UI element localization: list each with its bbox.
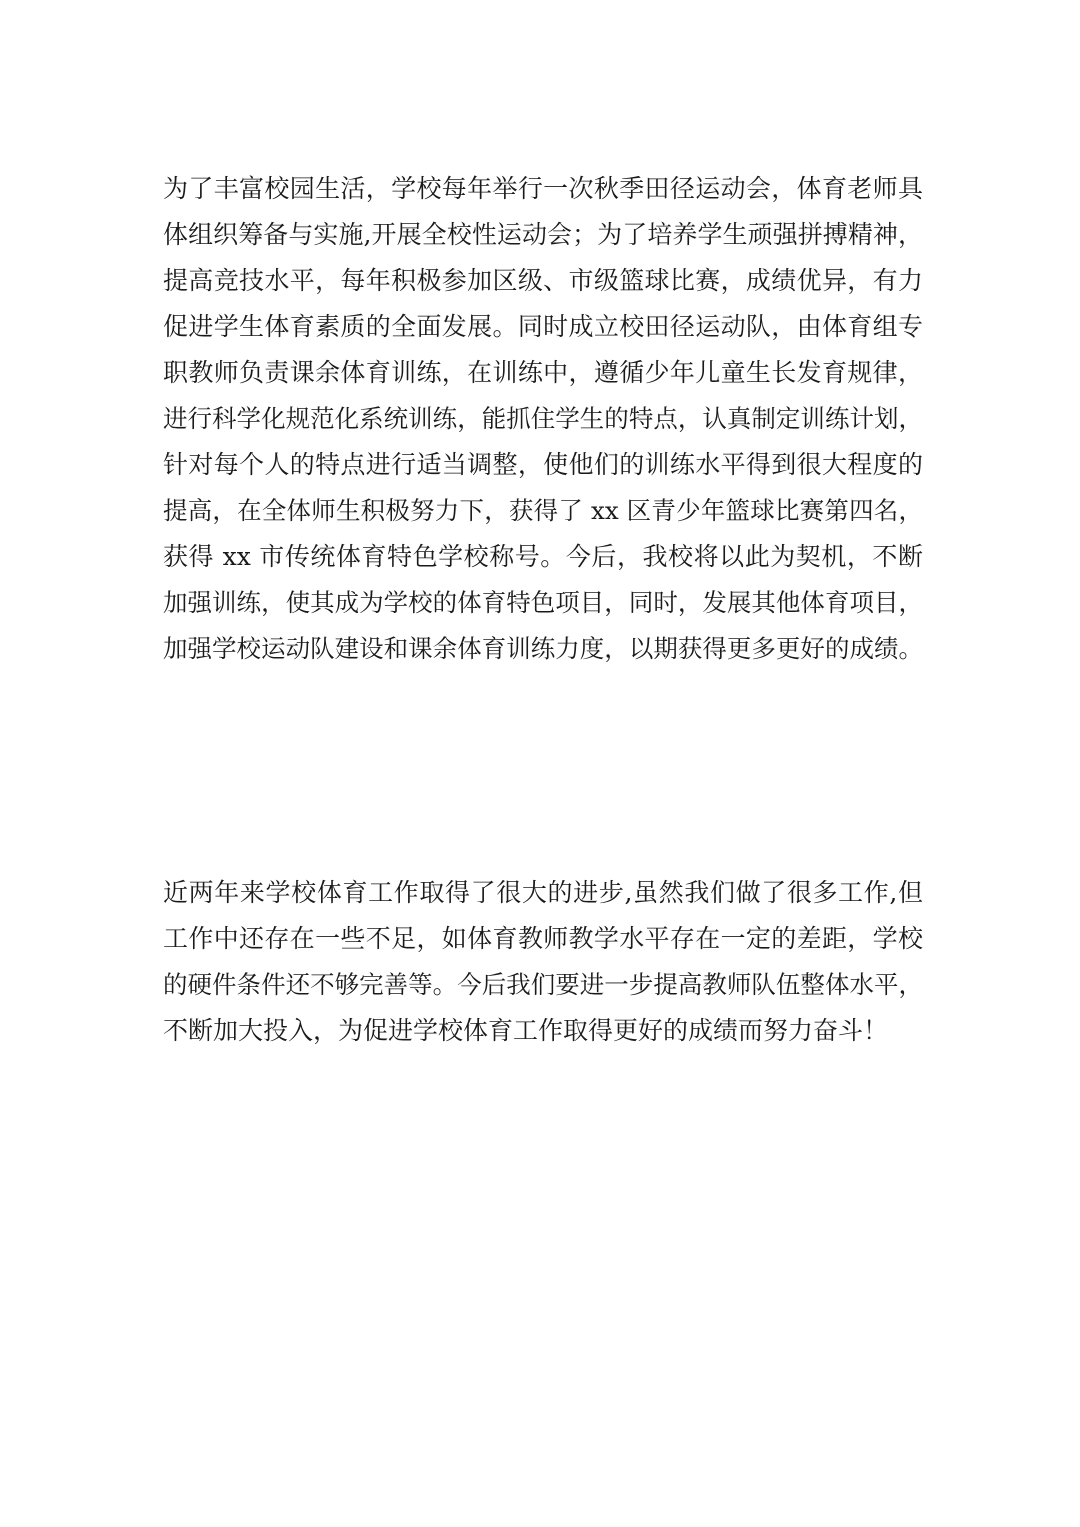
text-line: 体组织筹备与实施,开展全校性运动会；为了培养学生顽强拼搏精神， — [163, 220, 923, 249]
text-line: 获得 xx 市传统体育特色学校称号。今后，我校将以此为契机，不断 — [163, 542, 923, 571]
text-line: 为了丰富校园生活，学校每年举行一次秋季田径运动会，体育老师具 — [163, 174, 923, 203]
text-line: 的硬件条件还不够完善等。今后我们要进一步提高教师队伍整体水平， — [163, 970, 923, 999]
text-line: 加强训练，使其成为学校的体育特色项目，同时，发展其他体育项目， — [163, 588, 923, 617]
text-line: 提高，在全体师生积极努力下，获得了 xx 区青少年篮球比赛第四名， — [163, 496, 923, 525]
text-line: 进行科学化规范化系统训练，能抓住学生的特点，认真制定训练计划， — [163, 404, 923, 433]
text-line: 近两年来学校体育工作取得了很大的进步,虽然我们做了很多工作,但 — [163, 878, 923, 907]
text-line: 职教师负责课余体育训练，在训练中，遵循少年儿童生长发育规律， — [163, 358, 923, 387]
text-line: 工作中还存在一些不足，如体育教师教学水平存在一定的差距，学校 — [163, 924, 923, 953]
text-line: 针对每个人的特点进行适当调整，使他们的训练水平得到很大程度的 — [163, 450, 923, 479]
paragraph-sports-activities — [163, 166, 923, 672]
text-line: 加强学校运动队建设和课余体育训练力度，以期获得更多更好的成绩。 — [163, 634, 923, 663]
text-line: 促进学生体育素质的全面发展。同时成立校田径运动队，由体育组专 — [163, 312, 923, 341]
text-line: 不断加大投入，为促进学校体育工作取得更好的成绩而努力奋斗！ — [163, 1016, 889, 1045]
text-line: 提高竞技水平，每年积极参加区级、市级篮球比赛，成绩优异，有力 — [163, 266, 923, 295]
paragraph-summary — [163, 870, 923, 1054]
